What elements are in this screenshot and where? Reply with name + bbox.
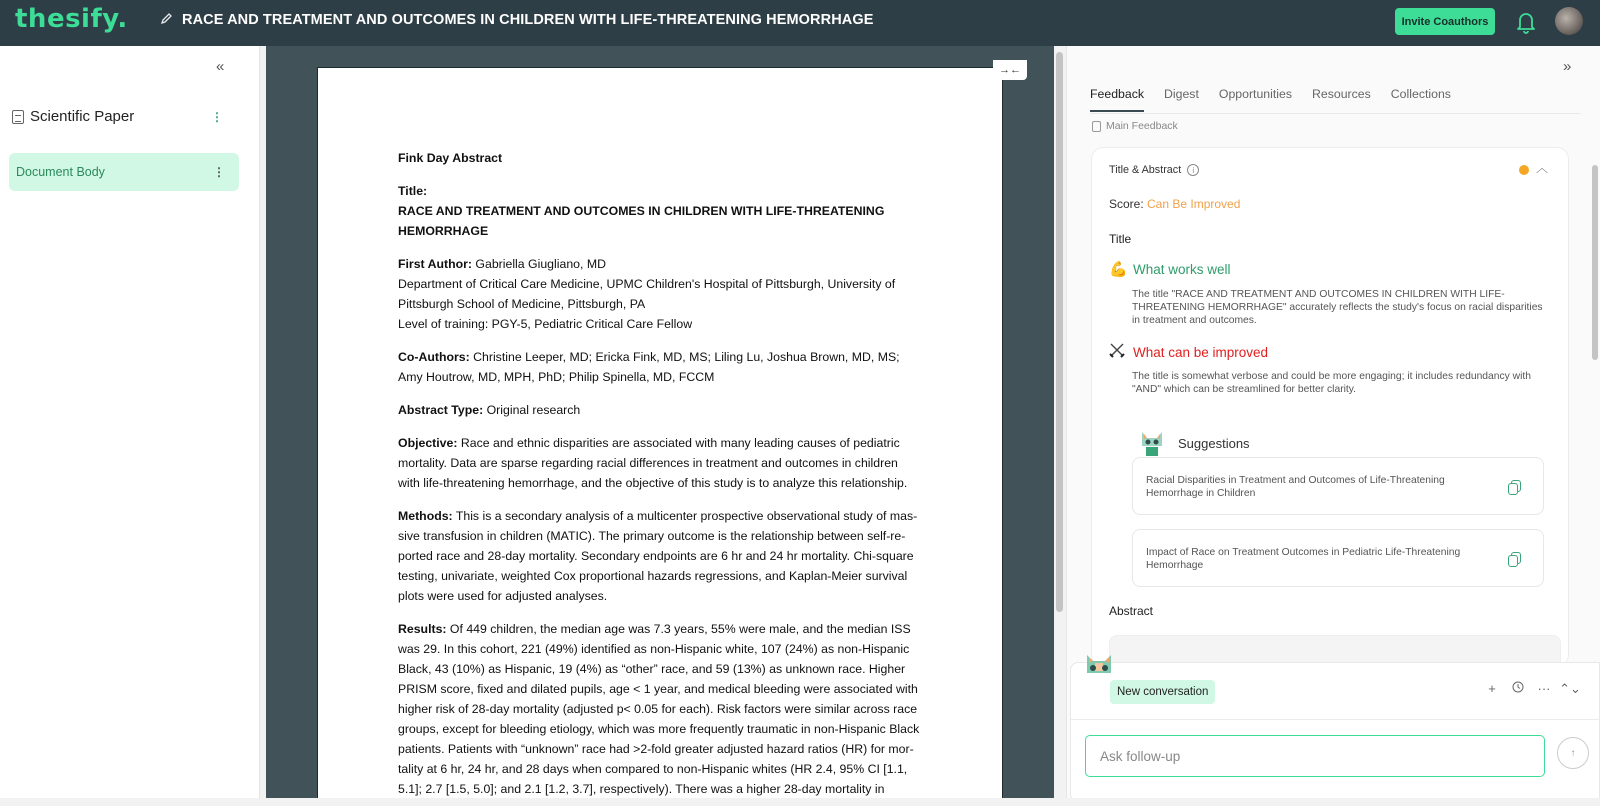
chat-cat-mascot-icon [1085,653,1113,675]
tabs-divider [1090,113,1580,114]
score [1109,197,1240,211]
affiliation: Department of Critical Care Medicine, UPMC Children's Hospital of Pittsburgh, University of Pittsburgh School of Medicine, Pittsburgh, PA [398,277,896,311]
results: Of 449 children, the median age was 7.3 years, 55% were male, and the median ISS was 29. In this cohort, 221 (49%) identified as non-Hispanic white, 107 (24%) as non-Hispanic Black, 43 (10%) as Hispanic, 19 (4%) as “other” race, and 59 (13%) as unknown race. Higher PRISM score, fixed and dilated pupils, age < 1 year, and medical bleeding were associated with higher risk of 28-day mortality (adjusted p< 0.05 for each). Risk factors were similar across race groups, except for bleeding etiology, which was more frequently traumatic in non-Hispanic Black patients. Patients with “unknown” race had >2-fold greater adjusted hazard ratios (HR) for mortality at 6 hr, 24 hr, and 28 days when compared to non-Hispanic whites (HR 2.4, 95% CI [1.1, 5.1]; 2.7 [1.5, 5.0]; and 2.1 [1.2, 3.7], respectively). There was a higher 28-day mortality in [398,622,920,796]
improve-text: The title is somewhat verbose and could be more engaging; it includes redundancy with "AND" which can be streamlined for better clarity. [1132,371,1531,395]
suggestions-heading: Suggestions [1178,436,1250,451]
cat-mascot-icon [1138,428,1166,456]
results-label: Results: [398,622,447,636]
abstract-type-label: Abstract Type: [398,403,484,417]
coauthors-label: Co-Authors: [398,350,470,364]
thesify-logo[interactable]: thesify. [15,4,128,34]
score-value: Can Be Improved [1147,197,1241,211]
objective: Race and ethnic disparities are associated with many leading causes of pediatric mortality. Data are sparse regarding racial differences in treatment and outcomes in children with life-threatening hemorrhage, and the objective of this study is to analyze this relationship. [398,436,908,490]
tab-resources[interactable]: Resources [1312,87,1371,101]
left-sidebar [0,46,260,806]
chat-toolbar [1479,681,1583,697]
document-scrollbar[interactable] [1056,52,1063,612]
ask-follow-up-input[interactable] [1085,735,1545,777]
collapse-left-icon[interactable]: « [216,58,225,75]
copy-icon[interactable] [1511,480,1521,492]
abstract-type: Original research [483,403,581,417]
pencil-icon[interactable] [160,12,174,28]
top-bar [0,0,1600,46]
send-button[interactable]: ↑ [1557,737,1589,769]
more-icon[interactable]: ··· [1537,681,1551,696]
document-page[interactable] [318,68,1002,806]
works-well-label: What works well [1133,261,1231,277]
fit-width-button[interactable]: →← [993,60,1027,80]
doc-heading: Fink Day Abstract [398,151,503,165]
title-label: Title: [398,184,428,198]
panel-scrollbar[interactable] [1592,165,1598,360]
flexed-bicep-icon: 💪 [1109,261,1128,278]
suggestion-item[interactable] [1132,529,1544,587]
sidebar-item-label: Document Body [16,165,105,179]
suggestion-text: Impact of Race on Treatment Outcomes in Pediatric Life-Threatening Hemorrhage [1146,547,1461,571]
new-conversation-button[interactable]: New conversation [1110,680,1215,704]
first-author-label: First Author: [398,257,472,271]
card-header[interactable] [1109,164,1199,176]
chat-divider [1071,719,1600,720]
clipboard-icon [1092,121,1101,132]
main-feedback-label [1092,120,1178,132]
project-item[interactable] [12,108,237,125]
first-author: Gabriella Giugliano, MD [472,257,606,271]
section-label: Main Feedback [1106,120,1178,132]
card-title: Title & Abstract [1109,164,1182,176]
item-menu-icon[interactable]: ⋮ [213,165,225,179]
tab-collections[interactable]: Collections [1390,87,1451,101]
bottom-strip [0,798,1600,806]
project-menu-icon[interactable]: ⋮ [211,109,223,124]
document-content[interactable] [398,148,922,806]
document-icon [12,110,24,124]
objective-label: Objective: [398,436,458,450]
document-title[interactable]: RACE AND TREATMENT AND OUTCOMES IN CHILDREN WITH LIFE-THREATENING HEMORRHAGE [182,12,874,28]
collapse-right-icon[interactable]: » [1563,58,1572,75]
suggestion-item[interactable] [1132,457,1544,515]
methods-label: Methods: [398,509,453,523]
suggestion-text: Racial Disparities in Treatment and Outcomes of Life-Threatening Hemorrhage in Children [1146,475,1445,499]
bell-icon[interactable] [1515,10,1537,34]
panel-tabs [1090,87,1471,112]
works-well-text: The title "RACE AND TREATMENT AND OUTCOMES IN CHILDREN WITH LIFE-THREATENING HEMORRHAGE" accurately reflects the study's focus on racial disparities in treatment and outcomes. [1132,289,1543,326]
project-label: Scientific Paper [30,108,135,125]
chat-dock [1070,662,1600,802]
invite-coauthors-button[interactable]: Invite Coauthors [1395,8,1495,35]
document-title-area[interactable] [160,12,874,28]
chevron-up-icon[interactable]: ︿ [1536,161,1549,175]
tab-opportunities[interactable]: Opportunities [1218,87,1293,101]
works-well-heading [1109,260,1231,278]
status-dot-icon [1519,165,1529,175]
improve-heading [1109,342,1268,362]
tab-digest[interactable]: Digest [1164,87,1199,101]
score-label: Score: [1109,197,1148,211]
user-avatar[interactable] [1555,7,1583,35]
methods: This is a secondary analysis of a multicenter prospective observational study of massive transfusion in children (MATIC). The primary outcome is the relationship between self-reported race and 28-day mortality. Secondary endpoints are 6 hr and 24 hr mortality. Chi-square testing, univariate, weighted Cox proportional hazards regressions, and Kaplan-Meier survival plots were used for adjusted analyses. [398,509,918,603]
sidebar-item-document-body[interactable] [9,153,239,191]
improve-label: What can be improved [1133,344,1269,360]
tab-feedback[interactable]: Feedback [1090,87,1144,112]
doc-title-text: RACE AND TREATMENT AND OUTCOMES IN CHILDREN WITH LIFE-THREATENING HEMORRHAGE [398,204,885,238]
history-icon[interactable] [1505,681,1531,697]
copy-icon[interactable] [1511,552,1521,564]
crossed-swords-icon [1109,342,1127,362]
title-abstract-card [1091,147,1569,667]
title-section-heading: Title [1109,232,1132,246]
expand-icon[interactable]: ⌃⌄ [1559,681,1581,696]
coauthors: Christine Leeper, MD; Ericka Fink, MD, MS; Liling Lu, Joshua Brown, MD, MS; Amy Houtrow, MD, MPH, PhD; Philip Spinella, MD, FCCM [398,350,900,384]
document-viewer [266,46,1054,806]
plus-icon[interactable]: + [1488,681,1496,696]
info-icon[interactable]: i [1187,164,1199,176]
abstract-section-heading: Abstract [1109,604,1154,618]
training-level: Level of training: PGY-5, Pediatric Critical Care Fellow [398,317,693,331]
